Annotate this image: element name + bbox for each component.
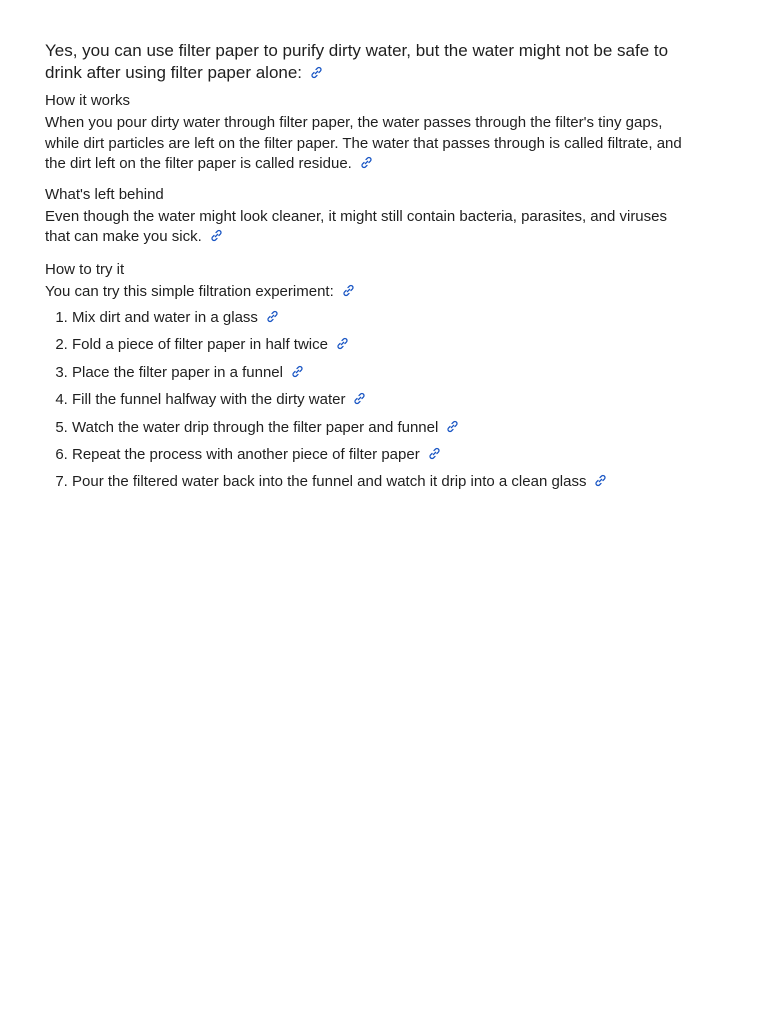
list-item bbox=[72, 335, 685, 355]
section-heading-how-it-works: How it works bbox=[45, 92, 131, 109]
whats-left-paragraph bbox=[45, 207, 685, 248]
link-icon[interactable] bbox=[446, 420, 459, 433]
step-text: Watch the water drip through the filter paper and funnel bbox=[72, 418, 439, 436]
list-item bbox=[72, 308, 685, 328]
how-to-try-text: You can try this simple filtration experiment: bbox=[45, 282, 334, 300]
how-it-works-text: When you pour dirty water through filter paper, the water passes through the filter's tiny gaps, while dirt particles are left on the filter paper. The water that passes through is called filtrate, and the dirt left on the filter paper is called residue. bbox=[45, 114, 682, 172]
list-item bbox=[72, 363, 685, 383]
how-it-works-paragraph bbox=[45, 113, 685, 175]
link-icon[interactable] bbox=[336, 337, 349, 350]
section-heading-whats-left-behind: What's left behind bbox=[45, 185, 164, 203]
step-text: Pour the filtered water back into the funnel and watch it drip into a clean glass bbox=[72, 473, 587, 491]
section-heading-how-to-try: How to try it bbox=[45, 260, 125, 278]
answer-content bbox=[45, 40, 685, 500]
link-icon[interactable] bbox=[342, 284, 355, 297]
intro-paragraph bbox=[45, 40, 685, 84]
link-icon[interactable] bbox=[310, 66, 323, 79]
steps-list bbox=[45, 308, 685, 492]
link-icon[interactable] bbox=[266, 310, 279, 323]
step-text: Repeat the process with another piece of filter paper bbox=[72, 445, 420, 463]
list-item bbox=[72, 418, 685, 438]
list-item bbox=[72, 472, 685, 492]
step-text: Fill the funnel halfway with the dirty water bbox=[72, 391, 346, 409]
link-icon[interactable] bbox=[210, 229, 223, 242]
link-icon[interactable] bbox=[291, 365, 304, 378]
link-icon[interactable] bbox=[353, 392, 366, 405]
list-item bbox=[72, 445, 685, 465]
whats-left-text: Even though the water might look cleaner, it might still contain bacteria, parasites, and viruses that can make you sick. bbox=[45, 207, 667, 245]
step-text: Fold a piece of filter paper in half twice bbox=[72, 336, 328, 354]
link-icon[interactable] bbox=[360, 156, 373, 169]
list-item bbox=[72, 390, 685, 410]
step-text: Place the filter paper in a funnel bbox=[72, 363, 283, 381]
step-text: Mix dirt and water in a glass bbox=[72, 309, 258, 326]
link-icon[interactable] bbox=[594, 474, 607, 487]
link-icon[interactable] bbox=[428, 447, 441, 460]
intro-text: Yes, you can use filter paper to purify dirty water, but the water might not be safe to drink after using filter paper alone: bbox=[45, 41, 669, 82]
how-to-try-paragraph bbox=[45, 282, 685, 303]
